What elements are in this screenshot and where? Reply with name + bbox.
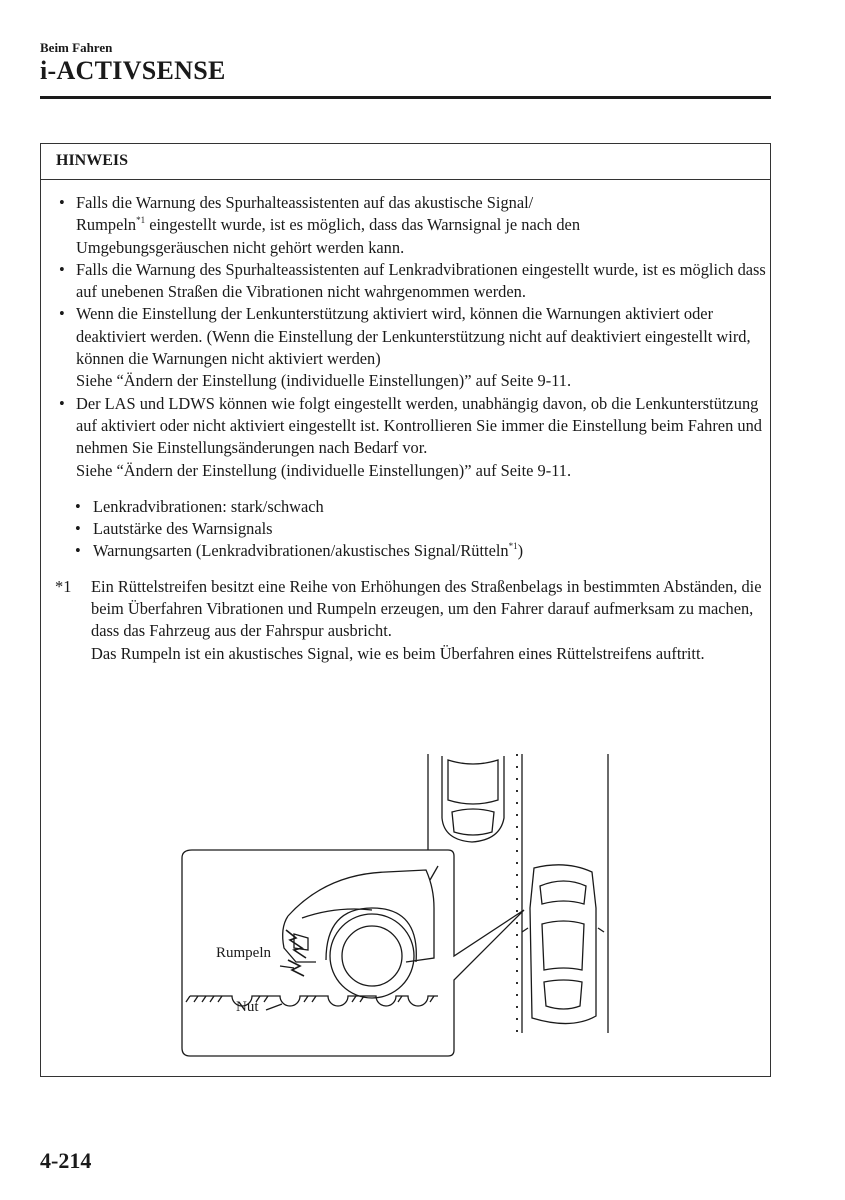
- note-heading: HINWEIS: [56, 152, 129, 169]
- list-item: • Warnungsarten (Lenkradvibrationen/akustisches Signal/Rütteln$^{*1}$): [75, 541, 524, 561]
- label-groove: Nut: [236, 999, 259, 1015]
- page-reference: Siehe “Ändern der Einstellung (individuelle Einstellungen)” auf Seite 9-11.: [76, 460, 572, 480]
- list-item: • Lautstärke des Warnsignals: [75, 519, 273, 539]
- footnote-text: Das Rumpeln ist ein akustisches Signal, wie es beim Überfahren eines Rüttelstreifens auftritt.: [91, 643, 705, 663]
- car-top-upper-window: [448, 760, 498, 804]
- note-bullet: • Wenn die Einstellung der Lenkunterstützung aktiviert wird, können die Warnungen aktiviert oder deaktiviert werden. (Wenn die Einstellung der Lenkunterstützung nicht auf deaktiviert eingestellt wird, können die Warnungen nicht aktiviert werden) Siehe “Ändern der Einstellung (individuelle Einstellungen)” auf Seite 9-11.: [59, 304, 751, 391]
- header-rule: [40, 96, 771, 99]
- bullet-text: Rumpeln: [76, 215, 137, 235]
- list-item: • Lenkradvibrationen: stark/schwach: [75, 496, 324, 516]
- car-top-upper-body: [442, 756, 504, 842]
- bullet-text: Wenn die Einstellung der Lenkunterstützung aktiviert wird, können die Warnungen aktiviert oder deaktiviert werden. (Wenn die Einstellung der Lenkunterstützung nicht auf deaktiviert eingestellt wird, können die Warnungen nicht aktiviert werden): [76, 304, 751, 369]
- bullet-text: Der LAS und LDWS können wie folgt eingestellt werden, unabhängig davon, ob die Lenkunterstützung auf aktiviert oder nicht aktiviert eingestellt ist. Kontrollieren Sie immer die Einstellung beim Fahren und nehmen Sie Einstellungsänderungen nach Bedarf vor.: [76, 393, 762, 458]
- settings-list: [55, 496, 767, 563]
- note-bullet: • Falls die Warnung des Spurhalteassistenten auf Lenkradvibrationen eingestellt wurde, ist es möglich dass auf unebenen Straßen die Vibrationen nicht wahrgenommen werden.: [59, 259, 766, 302]
- note-bullet: • Falls die Warnung des Spurhalteassistenten auf das akustische Signal/ Rumpeln$^{*1}$ eingestellt wurde, ist es möglich, dass das Warnsignal je nach den Umgebungsgeräuschen nicht gehört werden kann.: [59, 193, 581, 257]
- footnote-ref: *1: [136, 215, 146, 226]
- bullet-text: eingestellt wurde, ist es möglich, dass das Warnsignal je nach den: [145, 215, 581, 235]
- bullet-text: Umgebungsgeräuschen nicht gehört werden kann.: [76, 237, 405, 257]
- label-rumble: Rumpeln: [216, 945, 271, 961]
- page-title: i-ACTIVSENSE: [40, 56, 226, 85]
- note-bullet: • Der LAS und LDWS können wie folgt eingestellt werden, unabhängig davon, ob die Lenkunterstützung auf aktiviert oder nicht aktiviert eingestellt ist. Kontrollieren Sie immer die Einstellung beim Fahren und nehmen Sie Einstellungsänderungen nach Bedarf vor. Siehe “Ändern der Einstellung (individuelle Einstellungen)” auf Seite 9-11.: [59, 393, 762, 480]
- footnote-mark: *1: [55, 576, 72, 596]
- note-heading-bar: [41, 144, 770, 180]
- bullet-text: Falls die Warnung des Spurhalteassistenten auf Lenkradvibrationen eingestellt wurde, ist es möglich dass auf unebenen Straßen die Vibrationen nicht wahrgenommen werden.: [76, 259, 766, 302]
- footnote-ref: *1: [508, 541, 518, 552]
- page-number: 4-214: [40, 1148, 92, 1173]
- footnote: [55, 576, 767, 665]
- page-reference: Siehe “Ändern der Einstellung (individuelle Einstellungen)” auf Seite 9-11.: [76, 371, 572, 391]
- rumble-strip-illustration: [176, 748, 636, 1063]
- note-body: [55, 192, 767, 665]
- footnote-text: Ein Rüttelstreifen besitzt eine Reihe von Erhöhungen des Straßenbelags in bestimmten Abständen, die beim Überfahren Vibrationen und Rumpeln erzeugen, um den Fahrer darauf aufmerksam zu machen, dass das Fahrzeug aus der Fahrspur ausbricht.: [91, 576, 762, 641]
- bullet-text: Falls die Warnung des Spurhalteassistenten auf das akustische Signal/: [76, 193, 534, 212]
- section-label: Beim Fahren: [40, 40, 113, 55]
